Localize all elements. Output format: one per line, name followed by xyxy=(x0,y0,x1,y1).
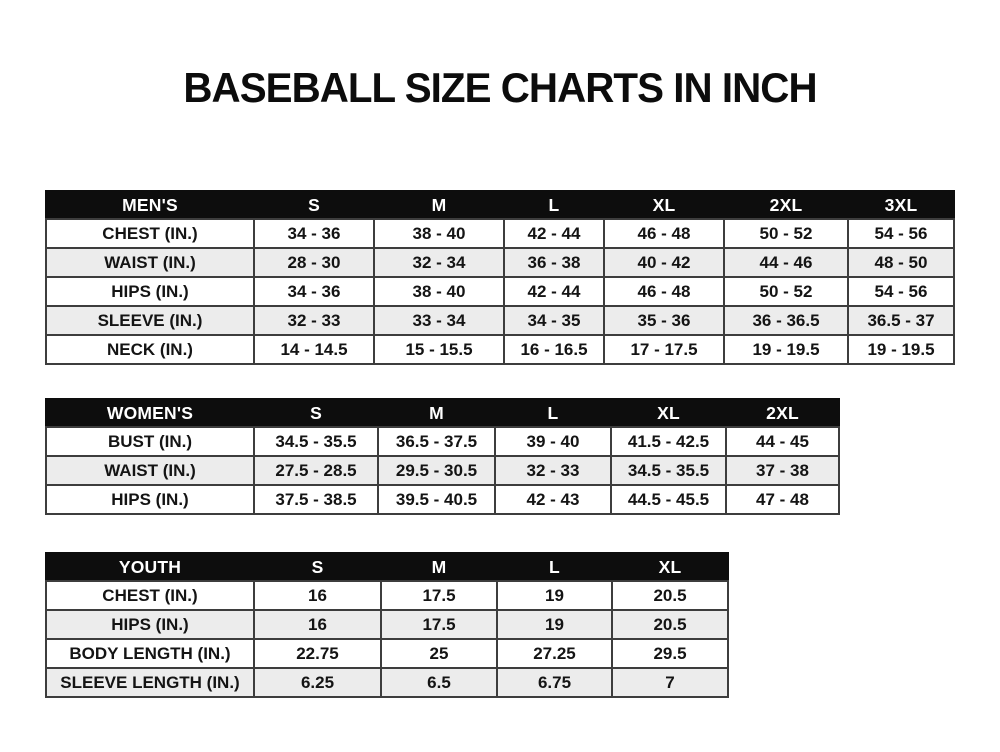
table-row xyxy=(46,306,954,335)
table-row xyxy=(46,581,728,610)
mens-column-header: XL xyxy=(604,191,724,219)
size-value-cell: 46 - 48 xyxy=(604,277,724,306)
size-value-cell: 39.5 - 40.5 xyxy=(378,485,495,514)
youth-column-header: S xyxy=(254,553,381,581)
womens-column-header: M xyxy=(378,399,495,427)
size-value-cell: 25 xyxy=(381,639,497,668)
size-value-cell: 44.5 - 45.5 xyxy=(611,485,726,514)
youth-header-row xyxy=(46,553,728,581)
size-value-cell: 6.75 xyxy=(497,668,612,697)
size-value-cell: 42 - 43 xyxy=(495,485,611,514)
mens-column-header: L xyxy=(504,191,604,219)
size-value-cell: 40 - 42 xyxy=(604,248,724,277)
size-value-cell: 19 - 19.5 xyxy=(724,335,848,364)
size-value-cell: 27.25 xyxy=(497,639,612,668)
youth-column-header: M xyxy=(381,553,497,581)
size-value-cell: 54 - 56 xyxy=(848,277,954,306)
size-value-cell: 27.5 - 28.5 xyxy=(254,456,378,485)
size-value-cell: 47 - 48 xyxy=(726,485,839,514)
size-value-cell: 54 - 56 xyxy=(848,219,954,248)
size-value-cell: 46 - 48 xyxy=(604,219,724,248)
womens-header-row xyxy=(46,399,839,427)
row-label: BODY LENGTH (IN.) xyxy=(46,639,254,668)
row-label: WAIST (IN.) xyxy=(46,248,254,277)
mens-group-header-cell: MEN'S xyxy=(46,191,254,219)
size-value-cell: 42 - 44 xyxy=(504,219,604,248)
youth-column-header: L xyxy=(497,553,612,581)
youth-column-header: XL xyxy=(612,553,728,581)
size-value-cell: 29.5 xyxy=(612,639,728,668)
size-value-cell: 32 - 33 xyxy=(495,456,611,485)
size-value-cell: 48 - 50 xyxy=(848,248,954,277)
size-value-cell: 34 - 36 xyxy=(254,277,374,306)
size-value-cell: 6.5 xyxy=(381,668,497,697)
size-value-cell: 50 - 52 xyxy=(724,277,848,306)
size-value-cell: 16 xyxy=(254,581,381,610)
size-value-cell: 39 - 40 xyxy=(495,427,611,456)
size-value-cell: 36.5 - 37.5 xyxy=(378,427,495,456)
size-value-cell: 38 - 40 xyxy=(374,277,504,306)
row-label: CHEST (IN.) xyxy=(46,581,254,610)
size-value-cell: 17.5 xyxy=(381,581,497,610)
youth-size-table xyxy=(45,552,729,698)
size-value-cell: 19 xyxy=(497,581,612,610)
page-title: BASEBALL SIZE CHARTS IN INCH xyxy=(183,64,817,111)
size-value-cell: 42 - 44 xyxy=(504,277,604,306)
size-value-cell: 32 - 34 xyxy=(374,248,504,277)
size-value-cell: 14 - 14.5 xyxy=(254,335,374,364)
size-value-cell: 34.5 - 35.5 xyxy=(254,427,378,456)
table-row xyxy=(46,610,728,639)
womens-group-header-cell: WOMEN'S xyxy=(46,399,254,427)
table-row xyxy=(46,668,728,697)
size-value-cell: 16 xyxy=(254,610,381,639)
size-value-cell: 44 - 45 xyxy=(726,427,839,456)
row-label: WAIST (IN.) xyxy=(46,456,254,485)
row-label: BUST (IN.) xyxy=(46,427,254,456)
womens-column-header: S xyxy=(254,399,378,427)
size-value-cell: 6.25 xyxy=(254,668,381,697)
table-row xyxy=(46,248,954,277)
mens-header-row xyxy=(46,191,954,219)
mens-column-header: 3XL xyxy=(848,191,954,219)
womens-column-header: L xyxy=(495,399,611,427)
size-value-cell: 16 - 16.5 xyxy=(504,335,604,364)
size-value-cell: 41.5 - 42.5 xyxy=(611,427,726,456)
size-value-cell: 35 - 36 xyxy=(604,306,724,335)
size-value-cell: 50 - 52 xyxy=(724,219,848,248)
size-value-cell: 19 xyxy=(497,610,612,639)
size-value-cell: 28 - 30 xyxy=(254,248,374,277)
size-value-cell: 7 xyxy=(612,668,728,697)
table-row xyxy=(46,219,954,248)
table-row xyxy=(46,427,839,456)
row-label: HIPS (IN.) xyxy=(46,610,254,639)
row-label: CHEST (IN.) xyxy=(46,219,254,248)
row-label: HIPS (IN.) xyxy=(46,485,254,514)
size-value-cell: 17.5 xyxy=(381,610,497,639)
size-value-cell: 15 - 15.5 xyxy=(374,335,504,364)
youth-group-header-cell: YOUTH xyxy=(46,553,254,581)
size-value-cell: 33 - 34 xyxy=(374,306,504,335)
row-label: NECK (IN.) xyxy=(46,335,254,364)
size-value-cell: 17 - 17.5 xyxy=(604,335,724,364)
size-value-cell: 37.5 - 38.5 xyxy=(254,485,378,514)
size-value-cell: 44 - 46 xyxy=(724,248,848,277)
size-value-cell: 22.75 xyxy=(254,639,381,668)
size-value-cell: 36 - 38 xyxy=(504,248,604,277)
womens-size-table xyxy=(45,398,840,515)
womens-column-header: 2XL xyxy=(726,399,839,427)
table-row xyxy=(46,335,954,364)
mens-column-header: 2XL xyxy=(724,191,848,219)
size-value-cell: 37 - 38 xyxy=(726,456,839,485)
size-value-cell: 38 - 40 xyxy=(374,219,504,248)
mens-column-header: M xyxy=(374,191,504,219)
size-value-cell: 20.5 xyxy=(612,610,728,639)
table-row xyxy=(46,277,954,306)
mens-size-table xyxy=(45,190,955,365)
row-label: SLEEVE LENGTH (IN.) xyxy=(46,668,254,697)
mens-column-header: S xyxy=(254,191,374,219)
table-row xyxy=(46,485,839,514)
size-value-cell: 36.5 - 37 xyxy=(848,306,954,335)
size-value-cell: 19 - 19.5 xyxy=(848,335,954,364)
size-value-cell: 34 - 36 xyxy=(254,219,374,248)
size-value-cell: 20.5 xyxy=(612,581,728,610)
size-value-cell: 34 - 35 xyxy=(504,306,604,335)
size-value-cell: 34.5 - 35.5 xyxy=(611,456,726,485)
table-row xyxy=(46,639,728,668)
size-value-cell: 36 - 36.5 xyxy=(724,306,848,335)
size-value-cell: 29.5 - 30.5 xyxy=(378,456,495,485)
size-value-cell: 32 - 33 xyxy=(254,306,374,335)
table-row xyxy=(46,456,839,485)
row-label: HIPS (IN.) xyxy=(46,277,254,306)
row-label: SLEEVE (IN.) xyxy=(46,306,254,335)
womens-column-header: XL xyxy=(611,399,726,427)
